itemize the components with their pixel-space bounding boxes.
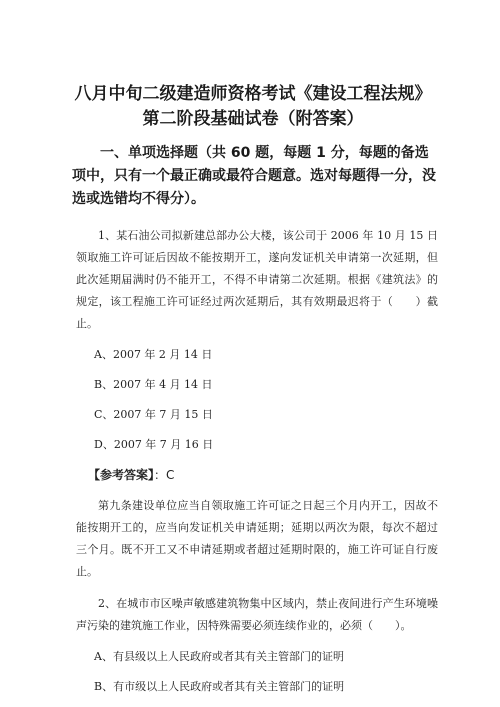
option-a: A、2007 年 2 月 14 日	[94, 348, 213, 361]
title-line-2: 第二阶段基础试卷（附答案）	[142, 109, 364, 129]
reference-answer	[88, 465, 438, 485]
answer-explanation: 第九条建设单位应当自领取施工许可证之日起三个月内开工，因故不能按期开工的，应当向发证机关申请延期；延期以两次为限，每次不超过三个月。既不开工又不申请延期或者超过延期时限的，施工许可证自行废止。	[76, 499, 438, 578]
question-1	[76, 225, 438, 583]
question-stem: 2、在城市市区噪声敏感建筑物集中区域内，禁止夜间进行产生环境噪声污染的建筑施工作业，因特殊需要必须连续作业的，必须（ ）。	[76, 597, 438, 632]
answer-label: 【参考答案】	[88, 468, 155, 482]
option-b: B、有市级以上人民政府或者其有关主管部门的证明	[94, 680, 345, 693]
section-heading: 一、单项选择题（共 60 题，每题 1 分，每题的备选项中，只有一个最正确或最符合题意。选对每题得一分，没选或选错均不得分）。	[72, 145, 436, 207]
option-a: A、有县级以上人民政府或者其有关主管部门的证明	[94, 650, 344, 663]
question-2	[76, 593, 438, 697]
answer-value: ：C	[154, 468, 175, 482]
title-line-1: 八月中旬二级建造师资格考试《建设工程法规》	[74, 84, 432, 104]
question-stem: 1、某石油公司拟新建总部办公大楼，该公司于 2006 年 10 月 15 日领取施工许可证后因故不能按期开工，遂向发证机关申请第一次延期，但此次延期届满时仍不能开工，不得不申请第二次延期。根据《建筑法》的规定，该工程施工许可证经过两次延期后，其有效期最迟将于（ ）截止。	[76, 229, 438, 330]
document-title	[68, 82, 438, 132]
option-b: B、2007 年 4 月 14 日	[94, 378, 213, 391]
option-d: D、2007 年 7 月 16 日	[94, 438, 214, 451]
option-c: C、2007 年 7 月 15 日	[94, 408, 213, 421]
